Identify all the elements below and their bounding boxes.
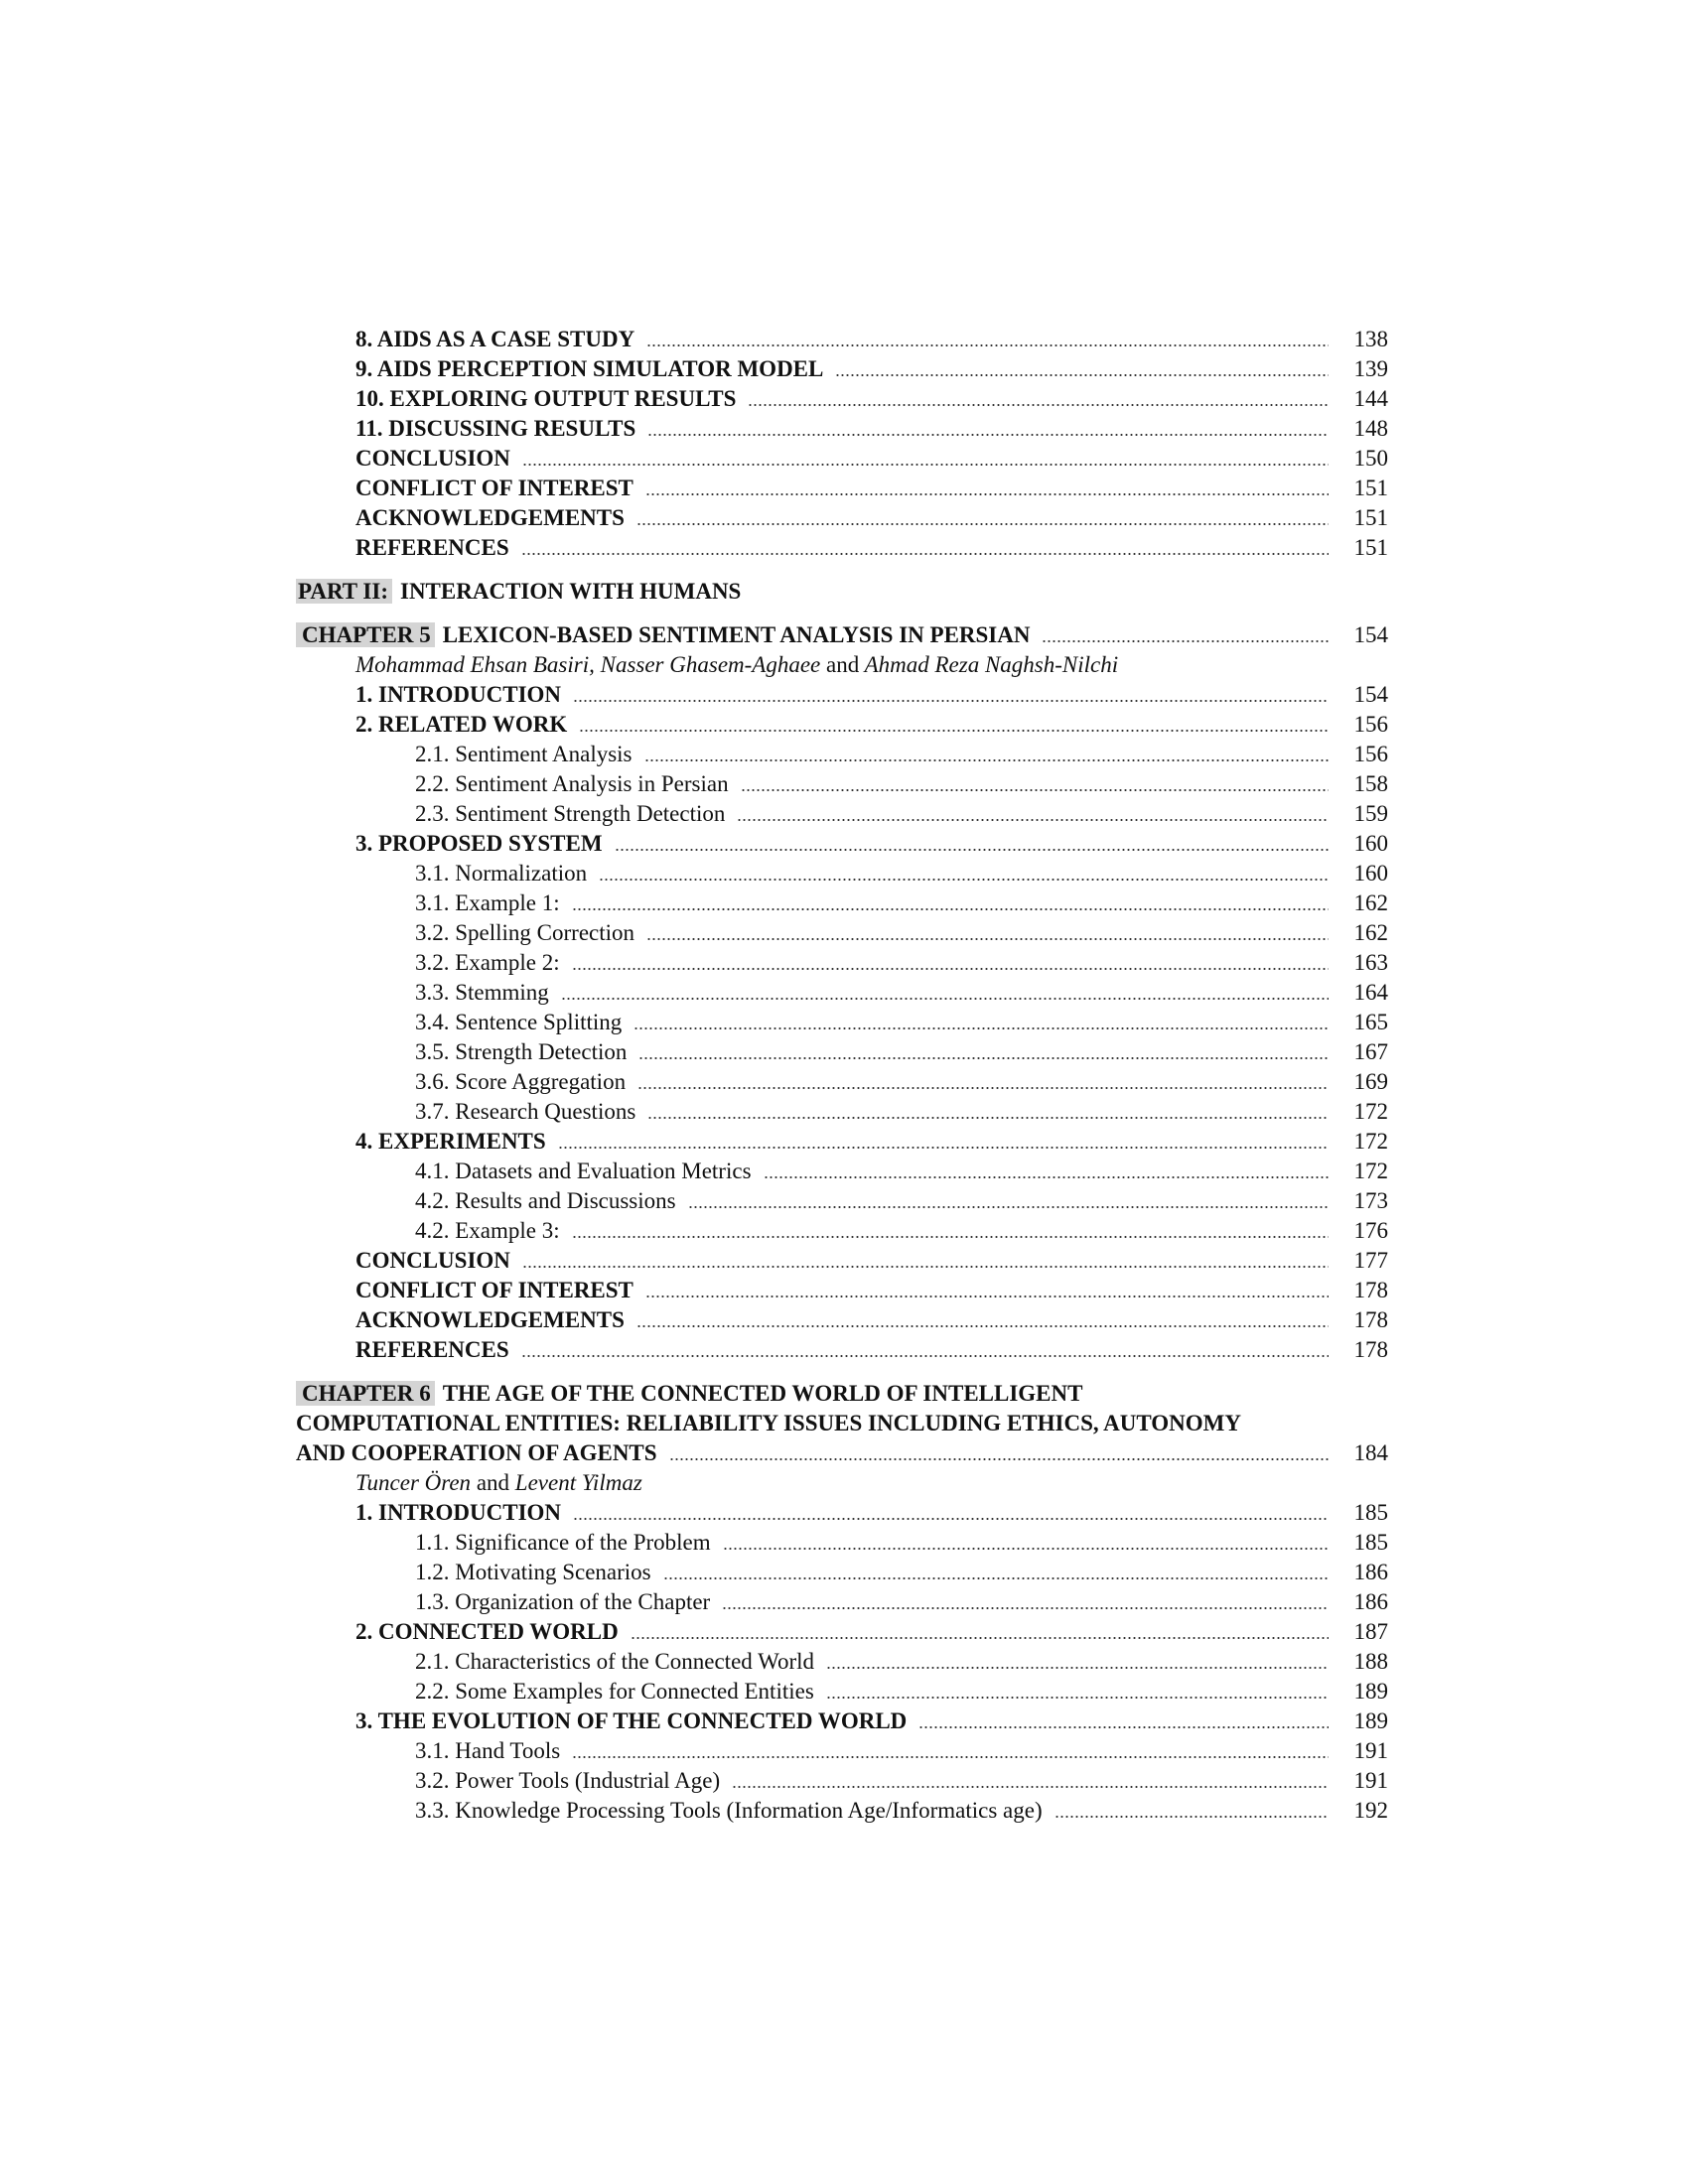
toc-entry[interactable]: 1. INTRODUCTION 154 [355,682,1388,707]
dot-leader [636,1325,1329,1327]
chapter-6-page: 184 [1353,1440,1388,1465]
chapter-5-label: CHAPTER 5 [296,622,435,647]
dot-leader [669,1458,1329,1460]
toc-subentry[interactable]: 4.2. Results and Discussions 173 [415,1188,1388,1213]
toc-subentry[interactable]: 1.1. Significance of the Problem 185 [415,1530,1388,1555]
part-title: INTERACTION WITH HUMANS [400,579,742,604]
toc-entry[interactable]: CONCLUSION 150 [355,446,1388,471]
dot-leader [631,1637,1329,1639]
toc-entry[interactable]: 8. AIDS AS A CASE STUDY 138 [355,327,1388,351]
toc-entry[interactable]: 3. PROPOSED SYSTEM 160 [355,831,1388,856]
toc-entry[interactable]: 9. AIDS PERCEPTION SIMULATOR MODEL 139 [355,356,1388,381]
toc-subentry[interactable]: 1.2. Motivating Scenarios 186 [415,1560,1388,1584]
toc-entry[interactable]: ACKNOWLEDGEMENTS 151 [355,505,1388,530]
part-heading[interactable] [296,577,1388,607]
toc-subentry[interactable]: 4.1. Datasets and Evaluation Metrics 172 [415,1159,1388,1183]
toc-subentry[interactable]: 3.1. Example 1: 162 [415,890,1388,915]
dot-leader [646,344,1329,346]
toc-subentry[interactable]: 2.2. Sentiment Analysis in Persian 158 [415,771,1388,796]
toc-entry[interactable]: CONFLICT OF INTEREST 151 [355,476,1388,500]
dot-leader [522,464,1329,466]
toc-entry[interactable]: 2. CONNECTED WORLD 187 [355,1619,1388,1644]
table-of-contents [296,325,1388,1826]
chapter-6-authors: Tuncer Ören and Levent Yilmaz [355,1470,642,1495]
dot-leader [521,553,1329,555]
toc-entry[interactable]: CONFLICT OF INTEREST 178 [355,1278,1388,1302]
chapter-5-page: 154 [1353,622,1388,647]
toc-subentry[interactable]: 2.2. Some Examples for Connected Entities 189 [415,1679,1388,1704]
toc-subentry[interactable]: 4.2. Example 3: 176 [415,1218,1388,1243]
toc-subentry[interactable]: 3.2. Power Tools (Industrial Age) 191 [415,1768,1388,1793]
toc-entry[interactable]: REFERENCES 151 [355,535,1388,560]
toc-subentry[interactable]: 2.3. Sentiment Strength Detection 159 [415,801,1388,826]
chapter-6-title-line-1: THE AGE OF THE CONNECTED WORLD OF INTELLIGENT [442,1381,1083,1406]
toc-subentry[interactable]: 3.4. Sentence Splitting 165 [415,1010,1388,1034]
dot-leader [646,938,1329,940]
part-label: PART II: [296,579,392,604]
chapter-5-authors: Mohammad Ehsan Basiri, Nasser Ghasem-Aghaee and Ahmad Reza Naghsh-Nilchi [355,652,1119,677]
dot-leader [522,1266,1329,1268]
dot-leader [748,404,1329,406]
dot-leader [636,523,1329,525]
toc-subentry[interactable]: 3.2. Example 2: 163 [415,950,1388,975]
toc-subentry[interactable]: 2.1. Characteristics of the Connected World 188 [415,1649,1388,1674]
dot-leader [561,998,1329,1000]
dot-leader [573,700,1329,702]
dot-leader [558,1147,1329,1149]
chapter-6-title-line-3: AND COOPERATION OF AGENTS [296,1440,657,1465]
dot-leader [737,819,1329,821]
dot-leader [572,968,1329,970]
dot-leader [521,1355,1329,1357]
toc-subentry[interactable]: 1.3. Organization of the Chapter 186 [415,1589,1388,1614]
toc-entry[interactable]: 11. DISCUSSING RESULTS 148 [355,416,1388,441]
dot-leader [723,1548,1329,1550]
dot-leader [918,1726,1329,1728]
chapter-6-heading[interactable] [296,1379,1388,1468]
dot-leader [688,1206,1329,1208]
dot-leader [663,1577,1329,1579]
dot-leader [722,1607,1329,1609]
dot-leader [573,1518,1329,1520]
dot-leader [647,1117,1329,1119]
toc-subentry[interactable]: 3.2. Spelling Correction 162 [415,920,1388,945]
toc-entry[interactable]: ACKNOWLEDGEMENTS 178 [355,1307,1388,1332]
toc-subentry[interactable]: 3.3. Knowledge Processing Tools (Information Age/Informatics age) 192 [415,1798,1388,1823]
dot-leader [826,1697,1329,1699]
dot-leader [835,374,1329,376]
toc-subentry[interactable]: 3.7. Research Questions 172 [415,1099,1388,1124]
dot-leader [638,1057,1329,1059]
dot-leader [645,493,1329,495]
toc-subentry[interactable]: 3.6. Score Aggregation 169 [415,1069,1388,1094]
dot-leader [647,434,1329,436]
toc-entry[interactable]: CONCLUSION 177 [355,1248,1388,1273]
chapter-5-title: LEXICON-BASED SENTIMENT ANALYSIS IN PERSIAN [442,622,1031,647]
dot-leader [732,1786,1329,1788]
dot-leader [826,1667,1329,1669]
dot-leader [579,730,1329,732]
toc-entry[interactable]: REFERENCES 178 [355,1337,1388,1362]
dot-leader [645,1296,1329,1297]
dot-leader [644,759,1330,761]
dot-leader [764,1176,1329,1178]
dot-leader [615,849,1329,851]
toc-subentry[interactable]: 3.1. Hand Tools 191 [415,1738,1388,1763]
dot-leader [1042,640,1329,642]
dot-leader [633,1027,1329,1029]
toc-subentry[interactable]: 3.3. Stemming 164 [415,980,1388,1005]
toc-entry[interactable]: 3. THE EVOLUTION OF THE CONNECTED WORLD 189 [355,1708,1388,1733]
toc-entry[interactable]: 4. EXPERIMENTS 172 [355,1129,1388,1154]
chapter-6-title-line-2: COMPUTATIONAL ENTITIES: RELIABILITY ISSUES INCLUDING ETHICS, AUTONOMY [296,1411,1241,1435]
toc-entry[interactable]: 1. INTRODUCTION 185 [355,1500,1388,1525]
dot-leader [1055,1816,1329,1818]
toc-subentry[interactable]: 2.1. Sentiment Analysis 156 [415,742,1388,766]
toc-entry[interactable]: 10. EXPLORING OUTPUT RESULTS 144 [355,386,1388,411]
chapter-5-heading[interactable] [296,620,1388,650]
toc-subentry[interactable]: 3.1. Normalization 160 [415,861,1388,886]
dot-leader [572,1236,1329,1238]
dot-leader [637,1087,1329,1089]
dot-leader [599,879,1329,881]
dot-leader [572,1756,1329,1758]
dot-leader [741,789,1329,791]
toc-subentry[interactable]: 3.5. Strength Detection 167 [415,1039,1388,1064]
chapter-6-label: CHAPTER 6 [296,1381,435,1406]
dot-leader [572,908,1329,910]
toc-entry[interactable]: 2. RELATED WORK 156 [355,712,1388,737]
